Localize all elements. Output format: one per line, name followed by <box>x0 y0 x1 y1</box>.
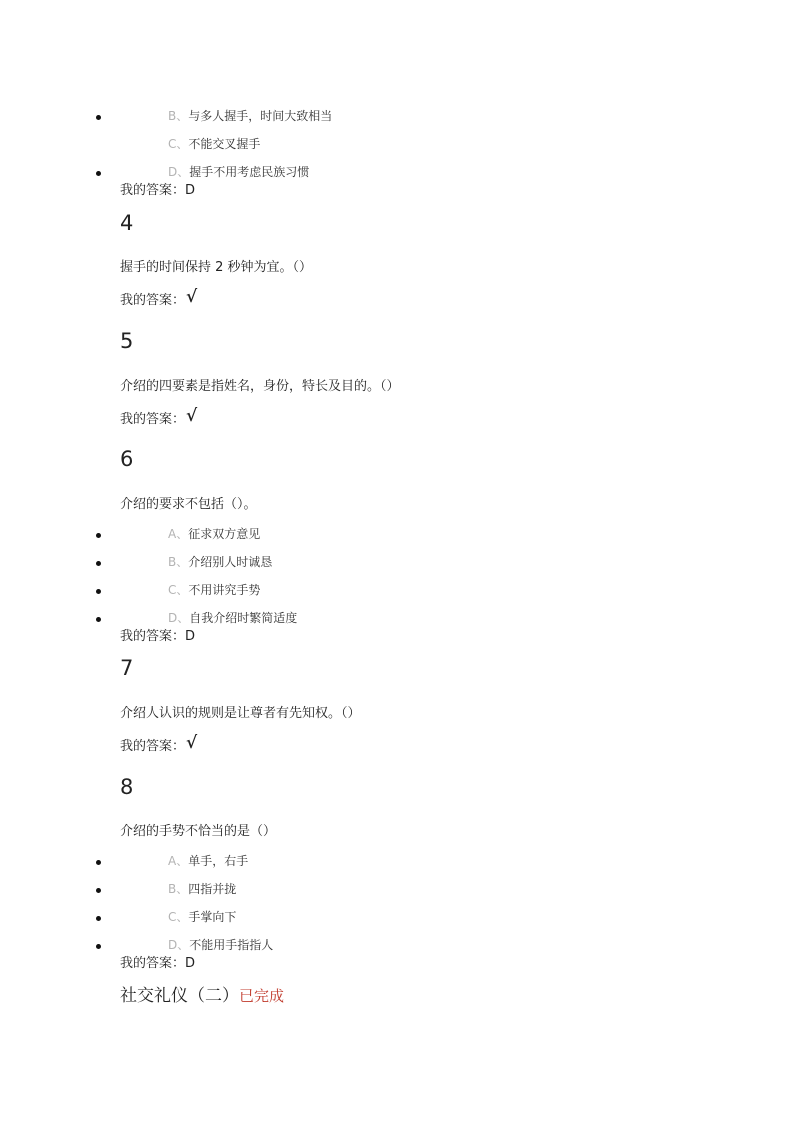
option-b <box>168 882 236 896</box>
question-number: 8 <box>120 775 134 799</box>
question-number: 6 <box>120 447 134 471</box>
section-title: 社交礼仪（二） <box>120 986 239 1006</box>
option-letter: D、 <box>168 611 190 625</box>
question-text: 介绍的手势不恰当的是（） <box>120 824 277 839</box>
option-text: 手掌向下 <box>188 910 237 924</box>
answer-value: D <box>185 183 196 198</box>
option-letter: D、 <box>168 165 190 179</box>
option-a <box>168 527 260 541</box>
question-number: 7 <box>120 656 134 680</box>
bullet <box>96 589 101 594</box>
answer-label: 我的答案： <box>120 293 186 308</box>
answer-value: √ <box>186 733 198 753</box>
option-letter: D、 <box>168 938 190 952</box>
option-text: 自我介绍时繁简适度 <box>189 611 298 625</box>
option-d <box>168 938 273 952</box>
option-text: 与多人握手，时间大致相当 <box>188 109 333 123</box>
answer-label: 我的答案： <box>120 412 186 427</box>
option-text: 不能用手指指人 <box>189 938 274 952</box>
question-number: 5 <box>120 329 134 353</box>
question-text: 握手的时间保持 2 秒钟为宜。（） <box>120 260 313 275</box>
option-d <box>168 611 297 625</box>
bullet <box>96 916 101 921</box>
question-text: 介绍人认识的规则是让尊者有先知权。（） <box>120 706 361 721</box>
option-c <box>168 137 260 151</box>
answer-value: √ <box>186 287 198 307</box>
bullet <box>96 533 101 538</box>
option-c <box>168 910 236 924</box>
answer-label: 我的答案： <box>120 629 186 644</box>
option-text: 不能交叉握手 <box>188 137 261 151</box>
question-number: 4 <box>120 211 134 235</box>
option-letter: B、 <box>168 555 189 569</box>
option-letter: A、 <box>168 527 189 541</box>
option-text: 不用讲究手势 <box>188 583 261 597</box>
option-text: 单手，右手 <box>188 854 249 868</box>
option-text: 四指并拢 <box>188 882 237 896</box>
answer-value: √ <box>186 406 198 426</box>
my-answer <box>120 183 195 199</box>
section-heading <box>120 985 284 1007</box>
bullet <box>96 944 101 949</box>
bullet <box>96 561 101 566</box>
option-b <box>168 555 272 569</box>
my-answer <box>120 956 195 972</box>
bullet <box>96 171 101 176</box>
option-text: 握手不用考虑民族习惯 <box>189 165 310 179</box>
answer-value: D <box>185 956 196 971</box>
option-letter: C、 <box>168 910 189 924</box>
option-d <box>168 165 309 179</box>
completion-status: 已完成 <box>239 987 285 1005</box>
option-letter: C、 <box>168 137 189 151</box>
option-c <box>168 583 260 597</box>
option-a <box>168 854 248 868</box>
bullet <box>96 888 101 893</box>
option-letter: B、 <box>168 109 189 123</box>
answer-label: 我的答案： <box>120 739 186 754</box>
answer-value: D <box>185 629 196 644</box>
answer-label: 我的答案： <box>120 183 186 198</box>
my-answer <box>120 287 198 309</box>
option-letter: C、 <box>168 583 189 597</box>
option-b <box>168 109 332 123</box>
bullet <box>96 115 101 120</box>
bullet <box>96 617 101 622</box>
my-answer <box>120 629 195 645</box>
answer-label: 我的答案： <box>120 956 186 971</box>
option-letter: B、 <box>168 882 189 896</box>
question-text: 介绍的四要素是指姓名，身份，特长及目的。（） <box>120 379 400 394</box>
option-text: 征求双方意见 <box>188 527 261 541</box>
option-text: 介绍别人时诚恳 <box>188 555 273 569</box>
my-answer <box>120 733 198 755</box>
option-letter: A、 <box>168 854 189 868</box>
bullet <box>96 860 101 865</box>
question-text: 介绍的要求不包括（）。 <box>120 497 257 512</box>
my-answer <box>120 406 198 428</box>
